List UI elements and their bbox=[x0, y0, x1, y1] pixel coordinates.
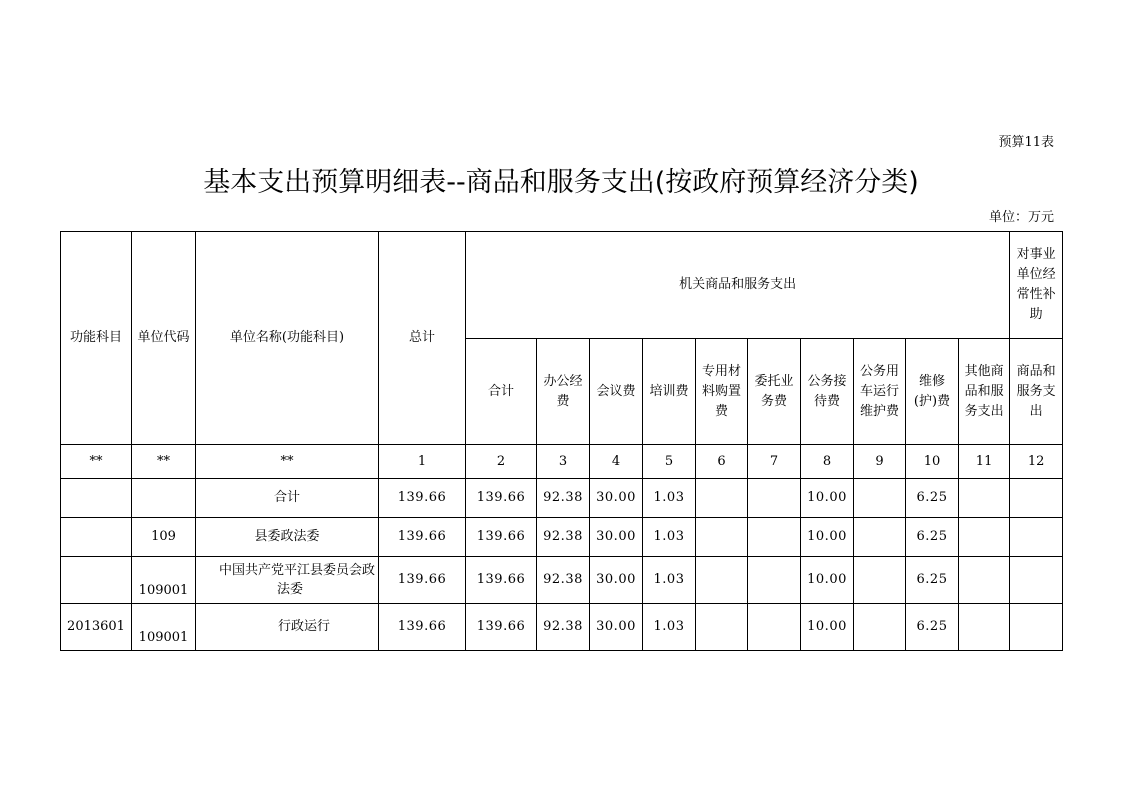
cell-value bbox=[696, 479, 748, 518]
cell-value: 30.00 bbox=[590, 557, 643, 604]
cell-value bbox=[854, 518, 906, 557]
cell-func: 2013601 bbox=[61, 604, 132, 651]
cell-value bbox=[1010, 518, 1063, 557]
index-cell: 8 bbox=[801, 445, 854, 479]
table-row bbox=[61, 479, 1063, 518]
cell-value bbox=[854, 557, 906, 604]
page-title: 基本支出预算明细表--商品和服务支出(按政府预算经济分类) bbox=[203, 167, 919, 198]
header-col: 培训费 bbox=[643, 339, 696, 445]
cell-func bbox=[61, 518, 132, 557]
cell-code: 109 bbox=[132, 518, 196, 557]
header-col: 办公经费 bbox=[537, 339, 590, 445]
cell-value: 10.00 bbox=[801, 479, 854, 518]
budget-table bbox=[60, 231, 1063, 651]
cell-name: 合计 bbox=[196, 479, 379, 518]
cell-code: 109001 bbox=[132, 604, 196, 651]
cell-value bbox=[696, 604, 748, 651]
table-row bbox=[61, 557, 1063, 604]
cell-code: 109001 bbox=[132, 557, 196, 604]
cell-value: 30.00 bbox=[590, 518, 643, 557]
cell-value: 6.25 bbox=[906, 518, 959, 557]
cell-value bbox=[959, 557, 1010, 604]
cell-value bbox=[696, 518, 748, 557]
index-cell: 6 bbox=[696, 445, 748, 479]
cell-name: 行政运行 bbox=[196, 604, 379, 651]
index-cell: 11 bbox=[959, 445, 1010, 479]
cell-value bbox=[959, 604, 1010, 651]
cell-value: 30.00 bbox=[590, 604, 643, 651]
index-cell: ** bbox=[132, 445, 196, 479]
cell-value: 1.03 bbox=[643, 604, 696, 651]
cell-value bbox=[1010, 557, 1063, 604]
table-row bbox=[61, 518, 1063, 557]
header-col: 会议费 bbox=[590, 339, 643, 445]
cell-value bbox=[1010, 604, 1063, 651]
index-cell: 10 bbox=[906, 445, 959, 479]
cell-value: 139.66 bbox=[466, 479, 537, 518]
cell-value: 92.38 bbox=[537, 518, 590, 557]
header-code: 单位代码 bbox=[132, 232, 196, 445]
index-cell: 12 bbox=[1010, 445, 1063, 479]
cell-value: 1.03 bbox=[643, 518, 696, 557]
index-cell: 5 bbox=[643, 445, 696, 479]
cell-value bbox=[854, 604, 906, 651]
cell-name: 县委政法委 bbox=[196, 518, 379, 557]
cell-value bbox=[748, 604, 801, 651]
cell-value: 10.00 bbox=[801, 557, 854, 604]
index-cell: ** bbox=[196, 445, 379, 479]
cell-func bbox=[61, 557, 132, 604]
header-col: 专用材料购置费 bbox=[696, 339, 748, 445]
header-group-agency: 机关商品和服务支出 bbox=[466, 232, 1010, 339]
cell-value: 92.38 bbox=[537, 604, 590, 651]
cell-value: 139.66 bbox=[466, 604, 537, 651]
cell-value bbox=[959, 479, 1010, 518]
header-total: 总计 bbox=[379, 232, 466, 445]
index-cell: 3 bbox=[537, 445, 590, 479]
cell-func bbox=[61, 479, 132, 518]
index-cell: 1 bbox=[379, 445, 466, 479]
cell-value bbox=[748, 518, 801, 557]
header-col: 其他商品和服务支出 bbox=[959, 339, 1010, 445]
header-group-subsidy: 对事业单位经常性补助 bbox=[1010, 232, 1063, 339]
unit-label: 单位：万元 bbox=[988, 210, 1054, 225]
table-row bbox=[61, 604, 1063, 651]
header-col: 商品和服务支出 bbox=[1010, 339, 1063, 445]
cell-total: 139.66 bbox=[379, 479, 466, 518]
index-row bbox=[61, 445, 1063, 479]
header-col: 合计 bbox=[466, 339, 537, 445]
cell-name: 中国共产党平江县委员会政法委 bbox=[196, 557, 379, 604]
cell-value: 92.38 bbox=[537, 479, 590, 518]
header-col: 维修(护)费 bbox=[906, 339, 959, 445]
table-number: 预算11表 bbox=[998, 135, 1054, 150]
index-cell: 2 bbox=[466, 445, 537, 479]
cell-code bbox=[132, 479, 196, 518]
cell-total: 139.66 bbox=[379, 604, 466, 651]
index-cell: ** bbox=[61, 445, 132, 479]
cell-value: 1.03 bbox=[643, 557, 696, 604]
cell-value bbox=[748, 557, 801, 604]
index-cell: 4 bbox=[590, 445, 643, 479]
cell-value: 6.25 bbox=[906, 604, 959, 651]
header-row-1 bbox=[61, 232, 1063, 339]
cell-value bbox=[696, 557, 748, 604]
cell-value: 6.25 bbox=[906, 557, 959, 604]
index-cell: 9 bbox=[854, 445, 906, 479]
cell-value: 139.66 bbox=[466, 518, 537, 557]
cell-value: 1.03 bbox=[643, 479, 696, 518]
cell-value: 10.00 bbox=[801, 518, 854, 557]
cell-value: 92.38 bbox=[537, 557, 590, 604]
header-col: 委托业务费 bbox=[748, 339, 801, 445]
cell-total: 139.66 bbox=[379, 557, 466, 604]
cell-value bbox=[854, 479, 906, 518]
cell-value bbox=[959, 518, 1010, 557]
cell-total: 139.66 bbox=[379, 518, 466, 557]
header-col: 公务接待费 bbox=[801, 339, 854, 445]
cell-value bbox=[1010, 479, 1063, 518]
cell-value: 6.25 bbox=[906, 479, 959, 518]
header-func: 功能科目 bbox=[61, 232, 132, 445]
index-cell: 7 bbox=[748, 445, 801, 479]
cell-value: 10.00 bbox=[801, 604, 854, 651]
cell-value: 30.00 bbox=[590, 479, 643, 518]
header-col: 公务用车运行维护费 bbox=[854, 339, 906, 445]
cell-value bbox=[748, 479, 801, 518]
header-name: 单位名称(功能科目) bbox=[196, 232, 379, 445]
cell-value: 139.66 bbox=[466, 557, 537, 604]
